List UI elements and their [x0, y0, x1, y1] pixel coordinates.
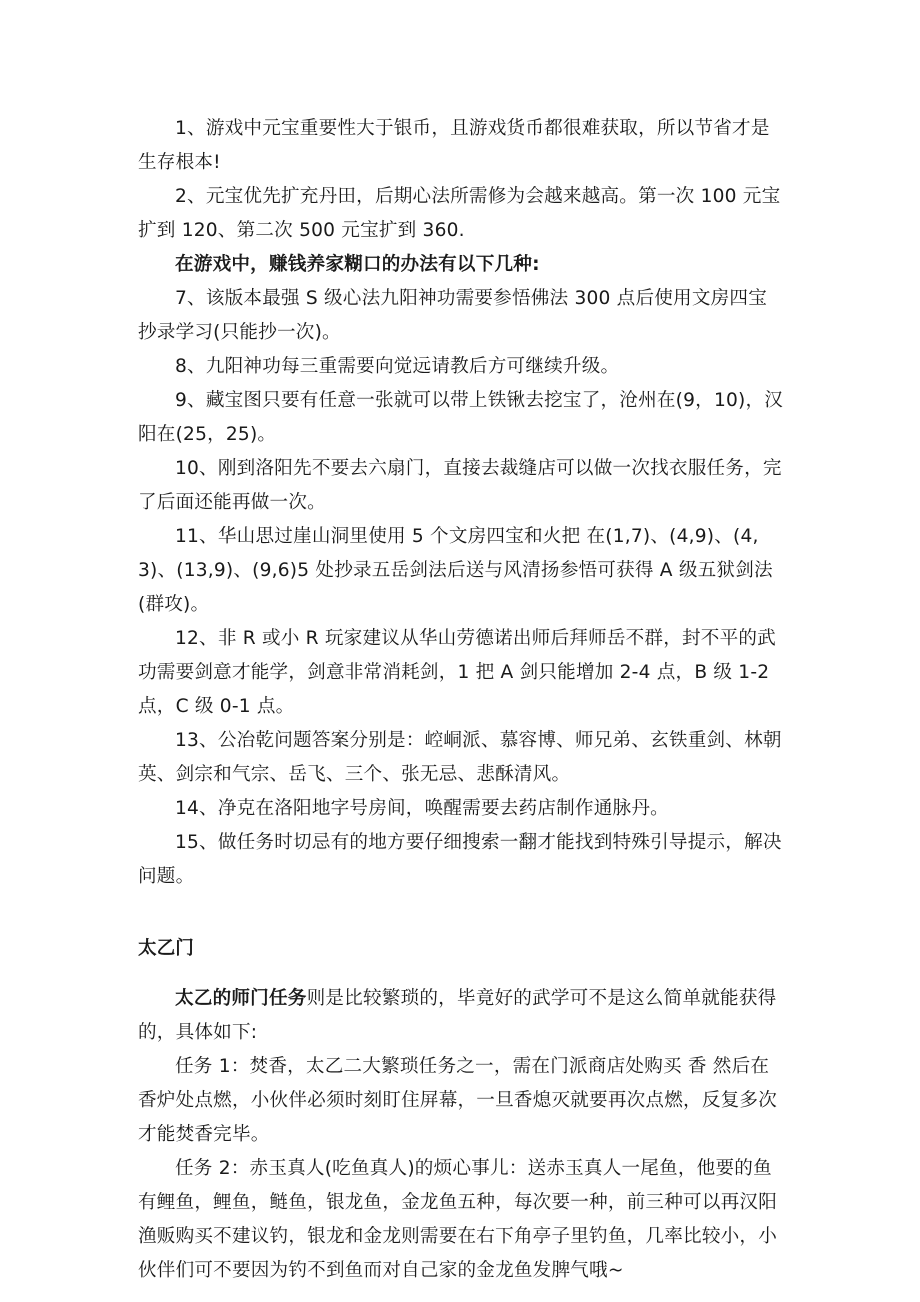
paragraph-13: 13、公冶乾问题答案分别是：崆峒派、慕容博、师兄弟、玄铁重剑、林朝英、剑宗和气宗、岳飞、三个、张无忌、悲酥清风。	[138, 730, 782, 785]
section-heading-taiyi: 太乙门	[138, 938, 194, 959]
paragraph-7: 7、该版本最强 S 级心法九阳神功需要参悟佛法 300 点后使用文房四宝抄录学习(只能抄一次)。	[138, 288, 767, 343]
paragraph-1: 1、游戏中元宝重要性大于银币，且游戏货币都很难获取，所以节省才是生存根本!	[138, 118, 770, 173]
paragraph-14: 14、净克在洛阳地字号房间，唤醒需要去药店制作通脉丹。	[175, 798, 669, 819]
paragraph-15: 15、做任务时切忌有的地方要仔细搜索一翻才能找到特殊引导提示，解决问题。	[138, 832, 782, 887]
paragraph-2: 2、元宝优先扩充丹田，后期心法所需修为会越来越高。第一次 100 元宝扩到 120、第二次 500 元宝扩到 360.	[138, 186, 781, 241]
paragraph-12: 12、非 R 或小 R 玩家建议从华山劳德诺出师后拜师岳不群，封不平的武功需要剑意才能学，剑意非常消耗剑，1 把 A 剑只能增加 2-4 点，B 级 1-2 点，C 级 0-1 点。	[138, 628, 776, 717]
taiyi-intro-rest: 则是比较繁琐的，毕竟好的武学可不是这么简单就能获得的，具体如下:	[138, 988, 777, 1043]
document-body	[138, 112, 784, 1288]
paragraph-9: 9、藏宝图只要有任意一张就可以带上铁锹去挖宝了，沧州在(9，10)，汉阳在(25，25)。	[138, 390, 784, 445]
bold-subheading: 在游戏中，赚钱养家糊口的办法有以下几种:	[175, 254, 540, 275]
paragraph-11: 11、华山思过崖山洞里使用 5 个文房四宝和火把 在(1,7)、(4,9)、(4,3)、(13,9)、(9,6)5 处抄录五岳剑法后送与风清扬参悟可获得 A 级五狱剑法(群攻)。	[138, 526, 773, 615]
taiyi-task-1: 任务 1：焚香，太乙二大繁琐任务之一，需在门派商店处购买 香 然后在香炉处点燃，小伙伴必须时刻盯住屏幕，一旦香熄灭就要再次点燃，反复多次才能焚香完毕。	[138, 1056, 777, 1145]
paragraph-10: 10、刚到洛阳先不要去六扇门，直接去裁缝店可以做一次找衣服任务，完了后面还能再做一次。	[138, 458, 782, 513]
taiyi-intro-lead: 太乙的师门任务	[175, 988, 307, 1009]
paragraph-8: 8、九阳神功每三重需要向觉远请教后方可继续升级。	[175, 356, 620, 377]
taiyi-intro	[138, 982, 784, 1050]
taiyi-task-2: 任务 2：赤玉真人(吃鱼真人)的烦心事儿：送赤玉真人一尾鱼，他要的鱼有鲤鱼，鲤鱼，鲢鱼，银龙鱼，金龙鱼五种，每次要一种，前三种可以再汉阳渔贩购买不建议钓，银龙和金龙则需要在右下角亭子里钓鱼，几率比较小，小伙伴们可不要因为钓不到鱼而对自己家的金龙鱼发脾气哦~	[138, 1158, 777, 1281]
